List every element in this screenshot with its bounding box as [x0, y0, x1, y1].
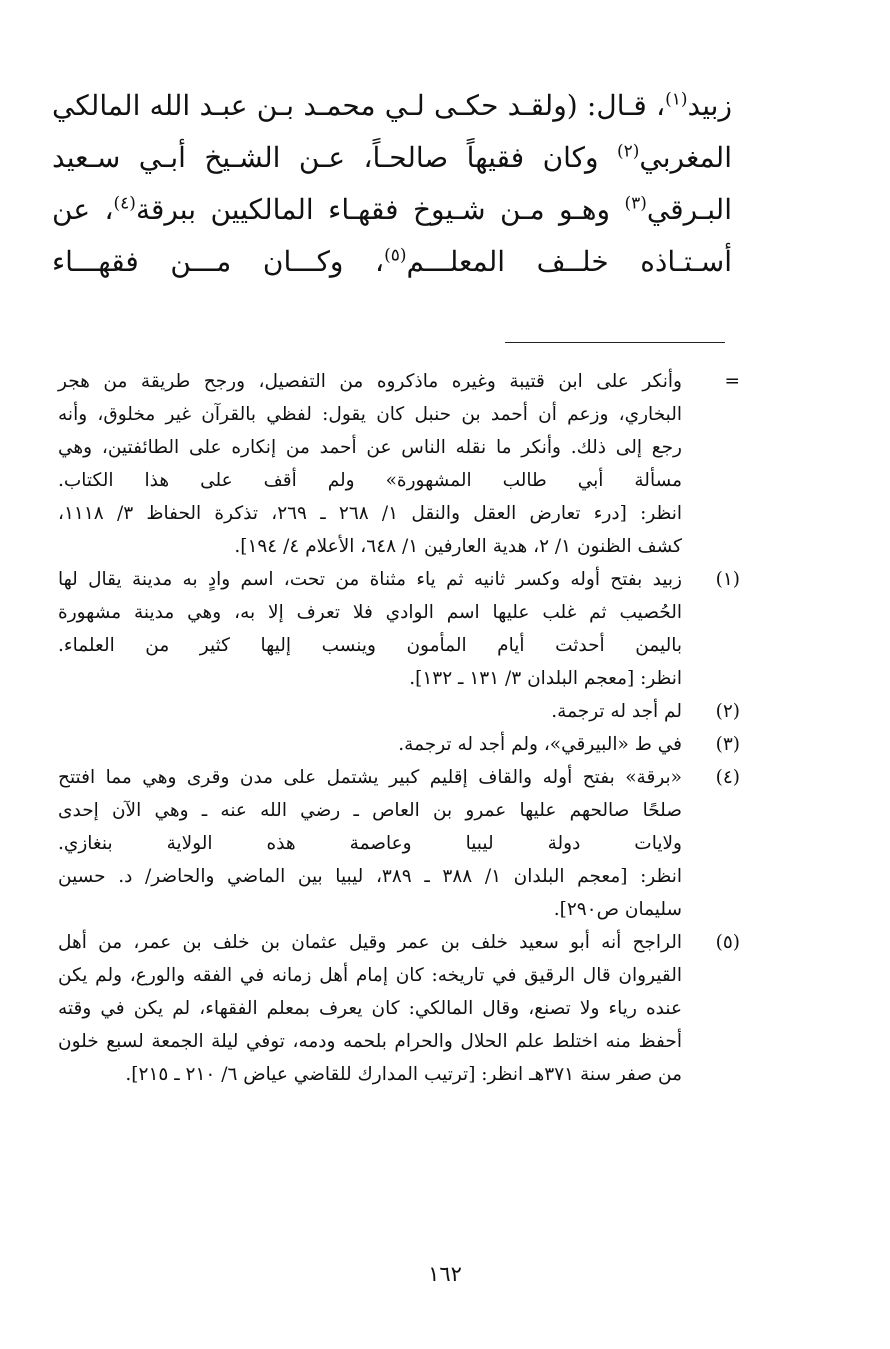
footnote-line: القيروان قال الرقيق في تاريخه: كان إمام أهل زمانه في الفقه والورع، ولم يكن [58, 965, 682, 986]
footnote-body [58, 761, 682, 926]
main-line-text: المغربي [639, 141, 732, 174]
footnote-number: (٣) [715, 734, 740, 755]
footnote-line: عنده رياء ولا تصنع، وقال المالكي: كان يعرف بمعلم الفقهاء، لم يكن في وقته [58, 998, 682, 1019]
footnote [58, 728, 740, 761]
footnote-body [58, 563, 682, 695]
footnote-line: لم أجد له ترجمة. [551, 701, 682, 722]
main-line-text: وهـو مـن شـيوخ فقهـاء المالكيين ببرقة [135, 193, 625, 226]
main-line [52, 236, 732, 288]
main-line-text: ، عن [52, 193, 114, 226]
footnote-body [58, 728, 682, 761]
footnote-line: الراجح أنه أبو سعيد خلف بن عمر وقيل عثمان بن خلف بن عمر، من أهل [58, 932, 682, 953]
footnote-marker: (٢) [616, 141, 640, 162]
footnote-line: الحُصيب ثم غلب عليها اسم الوادي فلا تعرف إلا به، وهي مدينة مشهورة [58, 602, 682, 623]
footnote-number: = [724, 371, 740, 392]
footnote-line: زبيد بفتح أوله وكسر ثانيه ثم ياء مثناة من تحت، اسم وادٍ به مدينة يقال لها [58, 569, 682, 590]
footnote-line: كشف الظنون ١/ ٢، هدية العارفين ١/ ٦٤٨، الأعلام ٤/ ١٩٤]. [234, 536, 682, 557]
footnote-number: (٤) [715, 767, 740, 788]
page-number: ١٦٢ [428, 1262, 462, 1286]
footnote-line: باليمن أحدثت أيام المأمون وينسب إليها كثير من العلماء. [58, 635, 682, 656]
footnote [58, 563, 740, 695]
footnote-marker: (٣) [624, 193, 647, 214]
footnote-line: سليمان ص٢٩٠]. [553, 899, 682, 920]
footnote-line: مسألة أبي طالب المشهورة» ولم أقف على هذا الكتاب. [58, 470, 682, 491]
main-line-text: البـرقي [646, 193, 732, 226]
footnote-line: وأنكر على ابن قتيبة وغيره ماذكروه من التفصيل، ورجح طريقة من هجر [58, 371, 682, 392]
footnote-line: انظر: [درء تعارض العقل والنقل ١/ ٢٦٨ ـ ٢٦٩، تذكرة الحفاظ ٣/ ١١١٨، [58, 503, 682, 524]
footnote [58, 761, 740, 926]
footnote-line: ولايات دولة ليبيا وعاصمة هذه الولاية بنغازي. [58, 833, 682, 854]
footnote-marker: (٤) [113, 193, 136, 214]
main-line [52, 184, 732, 236]
footnote-marker: (٥) [384, 245, 407, 266]
footnote-line: من صفر سنة ٣٧١هـ انظر: [ترتيب المدارك للقاضي عياض ٦/ ٢١٠ ـ ٢١٥]. [125, 1064, 682, 1085]
footnote-number: (٥) [715, 932, 740, 953]
footnote-line: البخاري، وزعم أن أحمد بن حنبل كان يقول: لفظي بالقرآن غير مخلوق، وأنه [58, 404, 682, 425]
main-line-text: ، قـال: (ولقـد حكـى لـي محمـد بـن عبـد الله المالكي [52, 89, 666, 122]
main-line-text: ، وكـــان مـــن فقهـــاء [52, 245, 385, 278]
footnote-number: (١) [715, 569, 740, 590]
footnote-body [58, 926, 682, 1091]
footnote-body [58, 365, 682, 563]
main-text [52, 80, 732, 288]
footnote-line: أحفظ منه اختلط علم الحلال والحرام بلحمه ودمه، توفي ليلة الجمعة لسبع خلون [58, 1031, 682, 1052]
footnote-line: صلحًا صالحهم عليها عمرو بن العاص ـ رضي الله عنه ـ وهي الآن إحدى [58, 800, 682, 821]
main-line [52, 80, 732, 132]
footnote-marker: (١) [665, 89, 688, 110]
footnote [58, 365, 740, 563]
footnote-separator [505, 342, 725, 343]
footnote-line: رجع إلى ذلك. وأنكر ما نقله الناس عن أحمد من إنكاره على الطائفتين، وهي [58, 437, 682, 458]
footnotes [58, 365, 740, 1091]
main-line-text: أسـتـاذه خلــف المعلـــم [406, 245, 732, 278]
footnote-line: في ط «البيرقي»، ولم أجد له ترجمة. [398, 734, 682, 755]
main-line-text: زبيد [687, 89, 732, 122]
footnote-line: «برقة» بفتح أوله والقاف إقليم كبير يشتمل على مدن وقرى وهي مما افتتح [58, 767, 682, 788]
footnote-line: انظر: [معجم البلدان ٣/ ١٣١ ـ ١٣٢]. [409, 668, 682, 689]
main-line-text: وكان فقيهاً صالحـاً، عـن الشـيخ أبـي سـعيد [52, 141, 617, 174]
footnote [58, 926, 740, 1091]
footnote-body [58, 695, 682, 728]
footnote-number: (٢) [715, 701, 740, 722]
main-line [52, 132, 732, 184]
footnote-line: انظر: [معجم البلدان ١/ ٣٨٨ ـ ٣٨٩، ليبيا بين الماضي والحاضر/ د. حسين [58, 866, 682, 887]
footnote [58, 695, 740, 728]
